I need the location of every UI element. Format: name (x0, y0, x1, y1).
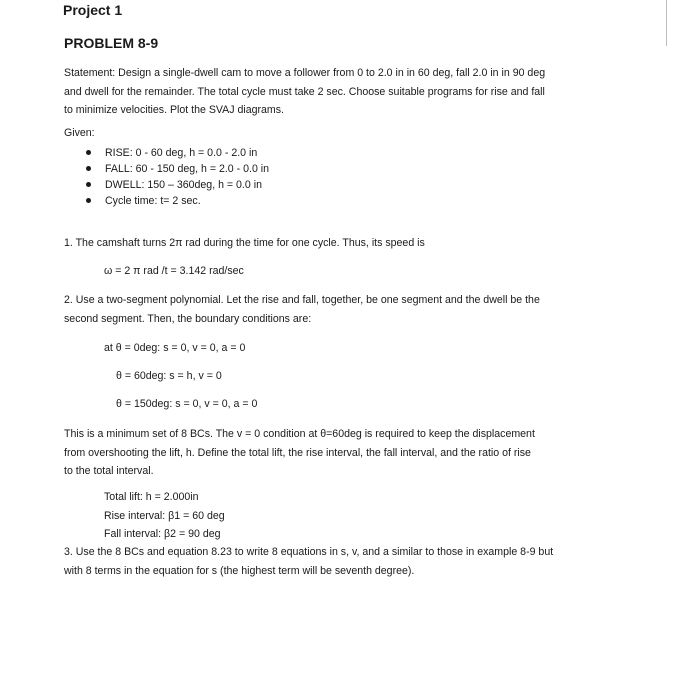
total-lift: Total lift: h = 2.000in (104, 491, 199, 503)
step1-text: 1. The camshaft turns 2π rad during the time for one cycle. Thus, its speed is (64, 237, 425, 249)
project-title: Project 1 (63, 2, 123, 18)
step2-line-2: second segment. Then, the boundary conditions are: (64, 312, 312, 325)
bc-note-line-2: from overshooting the lift, h. Define the total lift, the rise interval, the fall interval, and the ratio of rise (64, 446, 531, 459)
page-edge-line (666, 0, 667, 46)
boundary-condition-1: at θ = 0deg: s = 0, v = 0, a = 0 (104, 342, 246, 354)
bullet-icon (86, 198, 91, 203)
bc-note-line-3: to the total interval. (64, 465, 154, 477)
step2-paragraph (64, 291, 624, 328)
given-label: Given: (64, 127, 95, 139)
boundary-condition-2: θ = 60deg: s = h, v = 0 (116, 370, 222, 382)
statement-line-2: and dwell for the remainder. The total cycle must take 2 sec. Choose suitable programs for rise and fall (64, 85, 545, 98)
given-list (86, 145, 269, 209)
statement-paragraph (64, 64, 624, 120)
fall-interval: Fall interval: β2 = 90 deg (104, 528, 221, 540)
bullet-icon (86, 166, 91, 171)
boundary-condition-3: θ = 150deg: s = 0, v = 0, a = 0 (116, 398, 258, 410)
rise-interval: Rise interval: β1 = 60 deg (104, 510, 225, 522)
step3-line-1: 3. Use the 8 BCs and equation 8.23 to write 8 equations in s, v, and a similar to those in example 8-9 but (64, 546, 554, 558)
bullet-icon (86, 182, 91, 187)
step1-equation: ω = 2 π rad /t = 3.142 rad/sec (104, 265, 244, 277)
statement-line-3: to minimize velocities. Plot the SVAJ diagrams. (64, 104, 285, 116)
step3-line-2: with 8 terms in the equation for s (the highest term will be seventh degree). (64, 564, 415, 577)
step2-line-1: 2. Use a two-segment polynomial. Let the rise and fall, together, be one segment and the dwell be the (64, 294, 540, 306)
bc-note-paragraph (64, 425, 624, 481)
given-item-dwell: DWELL: 150 – 360deg, h = 0.0 in (86, 177, 269, 193)
step3-paragraph (64, 543, 624, 580)
problem-title: PROBLEM 8-9 (64, 35, 159, 51)
statement-line-1: Statement: Design a single-dwell cam to move a follower from 0 to 2.0 in in 60 deg, fall 2.0 in in 90 deg (64, 67, 546, 79)
given-item-rise: RISE: 0 - 60 deg, h = 0.0 - 2.0 in (86, 145, 269, 161)
bc-note-line-1: This is a minimum set of 8 BCs. The v = 0 condition at θ=60deg is required to keep the displacement (64, 428, 535, 440)
bullet-icon (86, 150, 91, 155)
given-item-fall: FALL: 60 - 150 deg, h = 2.0 - 0.0 in (86, 161, 269, 177)
given-item-cycle-time: Cycle time: t= 2 sec. (86, 193, 269, 209)
